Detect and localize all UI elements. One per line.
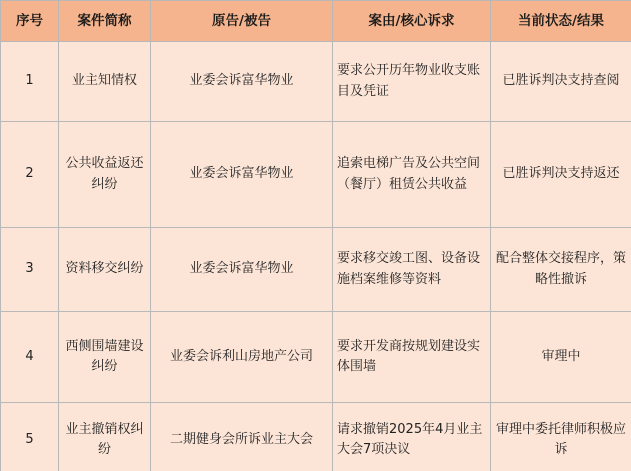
header-no: 序号 <box>1 1 59 42</box>
cell-no: 1 <box>1 42 59 122</box>
cell-status: 审理中 <box>491 312 631 403</box>
cell-case: 业主撤销权纠纷 <box>59 403 151 471</box>
cell-no: 4 <box>1 312 59 403</box>
header-status: 当前状态/结果 <box>491 1 631 42</box>
cell-claim: 要求开发商按规划建设实体围墙 <box>333 312 491 403</box>
header-claim: 案由/核心诉求 <box>333 1 491 42</box>
cell-status: 审理中委托律师积极应诉 <box>491 403 631 471</box>
cell-status: 已胜诉判决支持返还 <box>491 122 631 228</box>
cell-status: 配合整体交接程序，策略性撤诉 <box>491 228 631 312</box>
table-row <box>1 403 631 471</box>
header-parties: 原告/被告 <box>151 1 333 42</box>
cell-claim: 追索电梯广告及公共空间（餐厅）租赁公共收益 <box>333 122 491 228</box>
cell-claim: 要求移交竣工图、设备设施档案维修等资料 <box>333 228 491 312</box>
cell-case: 资料移交纠纷 <box>59 228 151 312</box>
header-case: 案件简称 <box>59 1 151 42</box>
cell-case: 业主知情权 <box>59 42 151 122</box>
cell-claim: 请求撤销2025年4月业主大会7项决议 <box>333 403 491 471</box>
cell-parties: 业委会诉富华物业 <box>151 122 333 228</box>
cell-no: 3 <box>1 228 59 312</box>
cell-no: 2 <box>1 122 59 228</box>
header-row <box>1 1 631 42</box>
table-row <box>1 228 631 312</box>
cell-parties: 业委会诉富华物业 <box>151 42 333 122</box>
table-row <box>1 122 631 228</box>
cell-no: 5 <box>1 403 59 471</box>
cell-case: 西侧围墙建设纠纷 <box>59 312 151 403</box>
cell-case: 公共收益返还纠纷 <box>59 122 151 228</box>
table-row <box>1 312 631 403</box>
cell-parties: 二期健身会所诉业主大会 <box>151 403 333 471</box>
cell-parties: 业委会诉利山房地产公司 <box>151 312 333 403</box>
cell-status: 已胜诉判决支持查阅 <box>491 42 631 122</box>
table-row <box>1 42 631 122</box>
cell-parties: 业委会诉富华物业 <box>151 228 333 312</box>
cell-claim: 要求公开历年物业收支账目及凭证 <box>333 42 491 122</box>
